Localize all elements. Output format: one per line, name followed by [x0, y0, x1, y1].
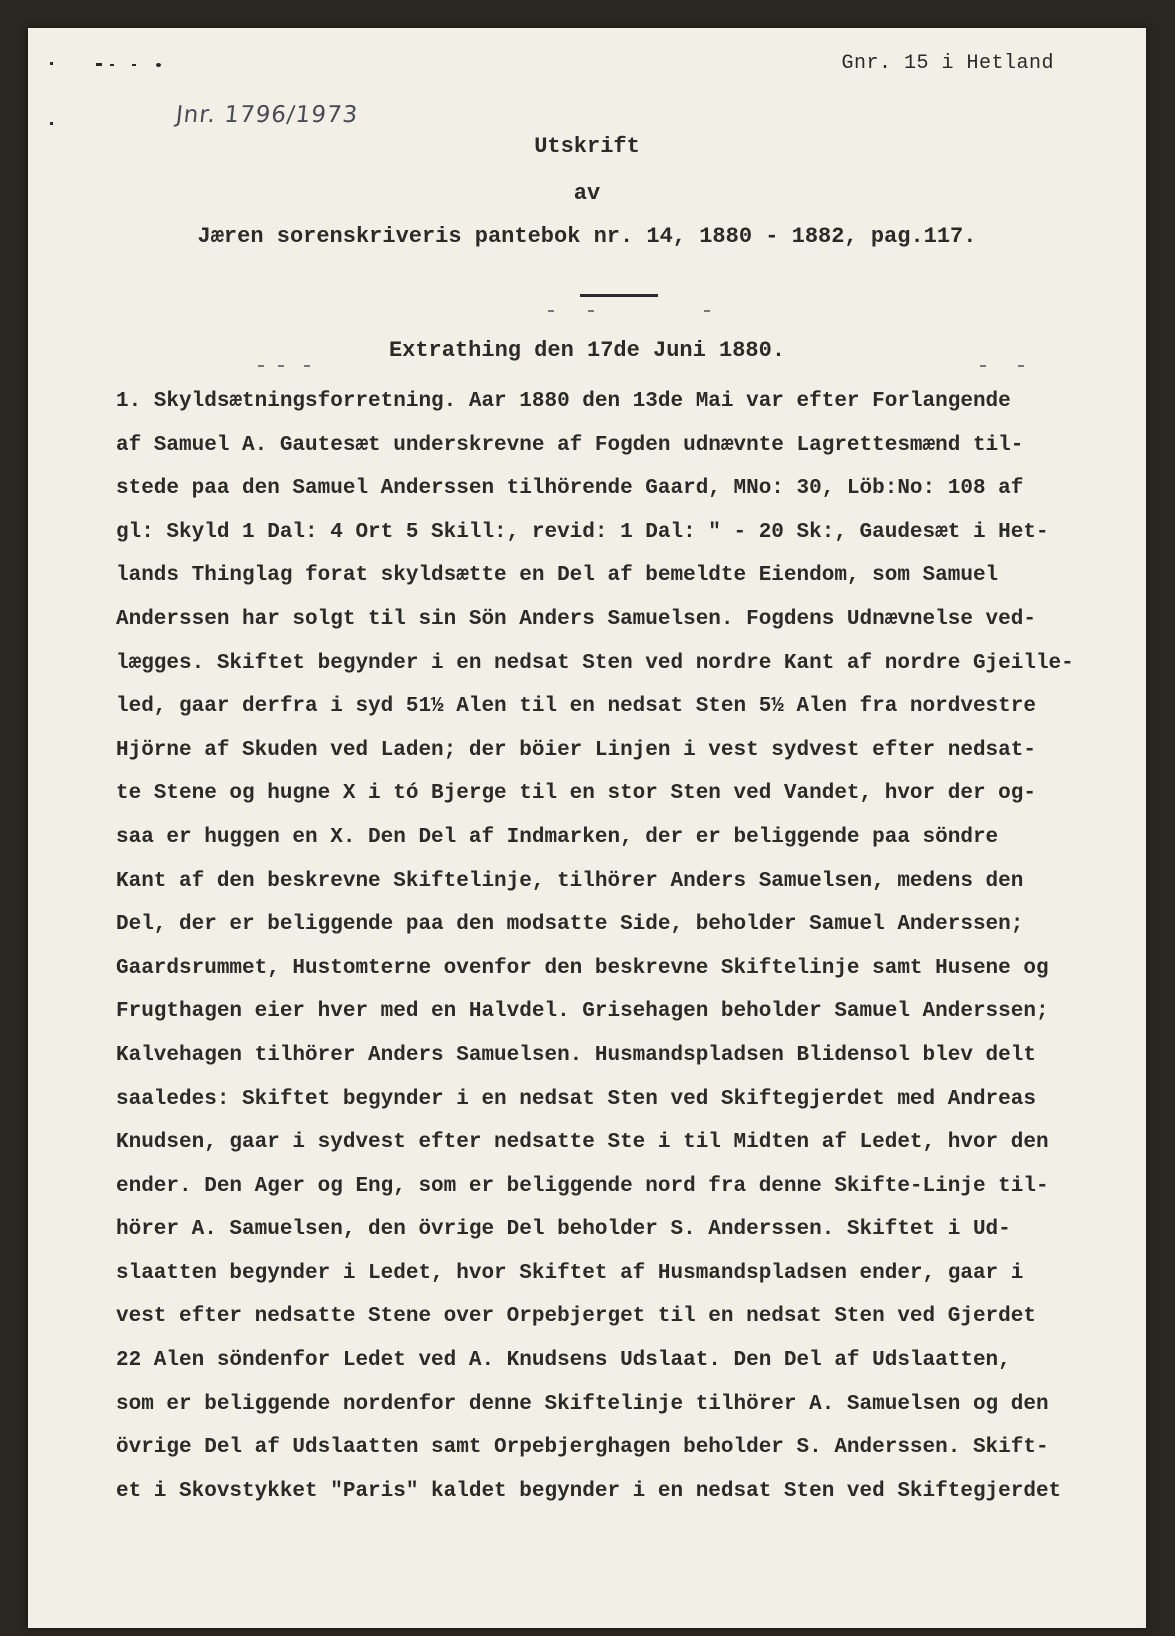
- typewriter-dash-mark: [588, 310, 594, 312]
- document-title-connector: av: [573, 181, 601, 206]
- court-session-heading: Extrathing den 17de Juni 1880.: [388, 338, 786, 363]
- body-line: Kalvehagen tilhörer Anders Samuelsen. Husmandspladsen Blidensol blev delt: [116, 1043, 1036, 1067]
- body-line: Knudsen, gaar i sydvest efter nedsatte Ste i til Midten af Ledet, hvor den: [116, 1131, 1049, 1155]
- body-line: Frugthagen eier hver med en Halvdel. Grisehagen beholder Samuel Anderssen;: [116, 1000, 1049, 1024]
- typewriter-dash-mark: [548, 310, 554, 312]
- body-line: lands Thinglag forat skyldsætte en Del af bemeldte Eiendom, som Samuel: [116, 564, 999, 588]
- margin-punch-mark: [132, 64, 136, 66]
- body-line: stede paa den Samuel Anderssen tilhörende Gaard, MNo: 30, Löb:No: 108 af: [116, 477, 1024, 501]
- typewriter-dash-mark: [278, 365, 284, 367]
- typewriter-dash-mark: [704, 310, 710, 312]
- document-title: Utskrift: [534, 134, 640, 159]
- body-line: övrige Del af Udslaatten samt Orpebjerghagen beholder S. Anderssen. Skift-: [116, 1436, 1049, 1460]
- body-line: Kant af den beskrevne Skiftelinje, tilhörer Anders Samuelsen, medens den: [116, 869, 1024, 893]
- body-line: Del, der er beliggende paa den modsatte Side, beholder Samuel Anderssen;: [116, 913, 1024, 937]
- body-line: ender. Den Ager og Eng, som er beliggende nord fra denne Skifte-Linje til-: [116, 1174, 1049, 1198]
- margin-punch-mark: [110, 64, 114, 66]
- document-page: [28, 28, 1146, 1628]
- typewriter-dash-mark: [980, 365, 986, 367]
- document-body: [116, 380, 1116, 1513]
- typewriter-dash-mark: [1018, 365, 1024, 367]
- journal-number: Jnr. 1796/1973: [174, 102, 360, 128]
- margin-punch-mark: [96, 63, 102, 66]
- body-line: saaledes: Skiftet begynder i en nedsat Sten ved Skiftegjerdet med Andreas: [116, 1087, 1036, 1111]
- body-line: 22 Alen söndenfor Ledet ved A. Knudsens Udslaat. Den Del af Udslaatten,: [116, 1349, 1011, 1373]
- body-line: 1. Skyldsætningsforretning. Aar 1880 den 13de Mai var efter Forlangende: [116, 390, 1011, 413]
- margin-punch-mark: [156, 63, 161, 67]
- body-line: Hjörne af Skuden ved Laden; der böier Linjen i vest sydvest efter nedsat-: [116, 738, 1036, 762]
- typewriter-dash-mark: [258, 365, 264, 367]
- document-source: Jæren sorenskriveris pantebok nr. 14, 1880 - 1882, pag.117.: [197, 224, 977, 249]
- body-line: et i Skovstykket "Paris" kaldet begynder i en nedsat Sten ved Skiftegjerdet: [116, 1479, 1062, 1503]
- body-line: som er beliggende nordenfor denne Skiftelinje tilhörer A. Samuelsen og den: [116, 1392, 1049, 1416]
- body-line: Anderssen har solgt til sin Sön Anders Samuelsen. Fogdens Udnævnelse ved-: [116, 607, 1036, 631]
- body-line: hörer A. Samuelsen, den övrige Del beholder S. Anderssen. Skiftet i Ud-: [116, 1218, 1011, 1242]
- body-line: lægges. Skiftet begynder i en nedsat Sten ved nordre Kant af nordre Gjeille-: [116, 651, 1074, 675]
- body-line: led, gaar derfra i syd 51½ Alen til en nedsat Sten 5½ Alen fra nordvestre: [116, 695, 1036, 719]
- body-line: te Stene og hugne X i tó Bjerge til en stor Sten ved Vandet, hvor der og-: [116, 782, 1036, 806]
- body-line: saa er huggen en X. Den Del af Indmarken, der er beliggende paa söndre: [116, 825, 999, 849]
- body-line: af Samuel A. Gautesæt underskrevne af Fogden udnævnte Lagrettesmænd til-: [116, 433, 1024, 457]
- body-line: Gaardsrummet, Hustomterne ovenfor den beskrevne Skiftelinje samt Husene og: [116, 956, 1049, 980]
- body-line: vest efter nedsatte Stene over Orpebjerget til en nedsat Sten ved Gjerdet: [116, 1305, 1036, 1329]
- farm-reference: Gnr. 15 i Hetland: [841, 52, 1054, 75]
- typewriter-dash-mark: [304, 365, 310, 367]
- body-line: slaatten begynder i Ledet, hvor Skiftet af Husmandspladsen ender, gaar i: [116, 1261, 1024, 1285]
- body-line: gl: Skyld 1 Dal: 4 Ort 5 Skill:, revid: 1 Dal: " - 20 Sk:, Gaudesæt i Het-: [116, 520, 1049, 544]
- margin-punch-mark: [50, 62, 53, 65]
- margin-punch-mark: [50, 122, 53, 125]
- title-divider: [580, 294, 658, 297]
